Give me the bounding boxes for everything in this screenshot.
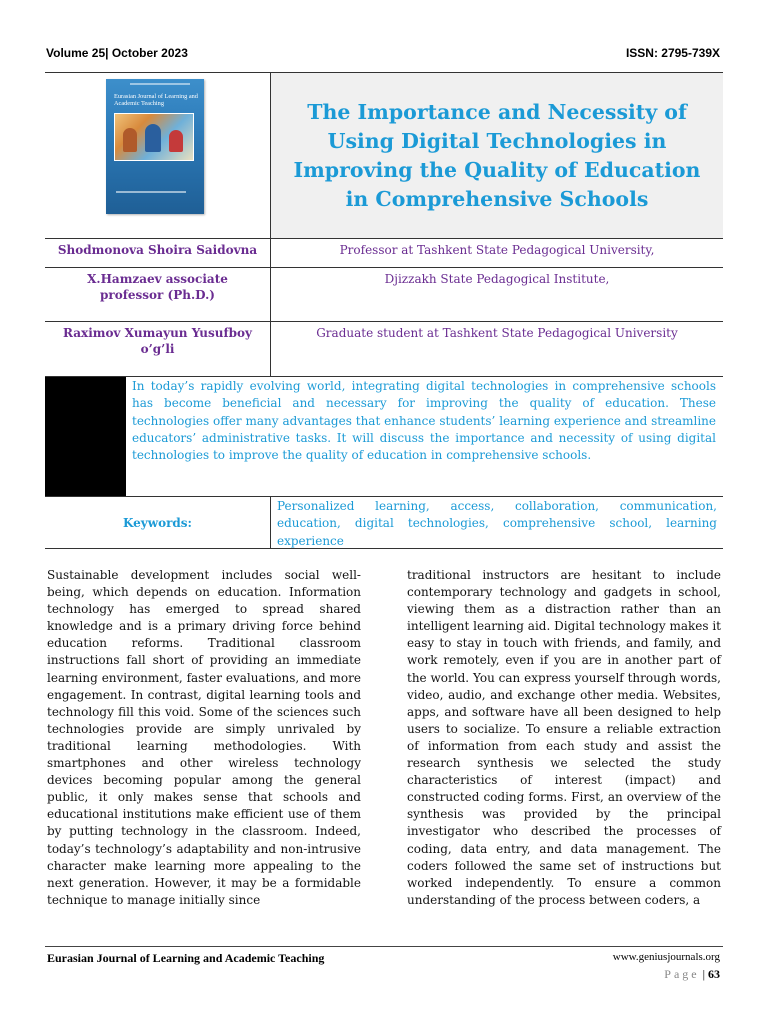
- author-name: X.Hamzaev associate professor (Ph.D.): [87, 272, 228, 302]
- author-row: [45, 238, 723, 267]
- author-affiliation: Djizzakh State Pedagogical Institute,: [270, 268, 723, 322]
- abstract-label-block: [45, 377, 126, 497]
- page-number: 63: [708, 967, 720, 981]
- volume-date: Volume 25| October 2023: [46, 46, 188, 60]
- cover-title: Eurasian Journal of Learning and Academic Teaching: [114, 93, 198, 107]
- title-row: [45, 72, 723, 238]
- author-affiliation: Professor at Tashkent State Pedagogical University,: [270, 239, 723, 268]
- keywords-row: [45, 496, 723, 549]
- body-column-left: Sustainable development includes social well-being, which depends on education. Information technology has emerged to spread shared knowledge and is a primary driving force behind education reforms. Traditional classroom instructions fall short of providing an immediate learning environment, faster evaluations, and more engagement. In contrast, digital learning tools and technology fill this void. Some of the sciences such technologies provide are simply unrivaled by traditional learning methodologies. With smartphones and other wireless technology devices becoming popular among the general public, it only makes sense that schools and educational institutions make efficient use of them by putting technology in the classroom. Indeed, today’s technology’s adaptability and non-intrusive character make learning more appealing to the next generation. However, it may be a formidable technique to manage initially since: [47, 568, 361, 907]
- author-row: [45, 267, 723, 321]
- keywords-text: Personalized learning, access, collaboration, communication, education, digital technologies, comprehensive school, learning experience: [270, 497, 723, 549]
- keywords-label: Keywords:: [122, 516, 192, 530]
- cover-decoration: [116, 191, 186, 193]
- journal-cover-image: [106, 79, 204, 214]
- author-affiliation: Graduate student at Tashkent State Pedagogical University: [270, 322, 723, 377]
- cover-cell: [45, 72, 270, 238]
- footer-page-number: [664, 967, 720, 982]
- abstract-text: In today’s rapidly evolving world, integrating digital technologies in comprehensive schools has become beneficial and necessary for improving the quality of education. These technologies offer many advantages that enhance students’ learning experience and streamline educators’ administrative tasks. It will discuss the importance and necessity of using digital technologies to improve the quality of education in comprehensive schools.: [132, 379, 716, 463]
- author-row: [45, 321, 723, 376]
- paper-title: The Importance and Necessity of Using Digital Technologies in Improving the Quality of Education in Comprehensive Schools: [293, 99, 701, 211]
- issn: ISSN: 2795-739X: [625, 46, 720, 60]
- title-cell: [270, 72, 723, 238]
- abstract-row: [45, 376, 723, 496]
- author-name: Shodmonova Shoira Saidovna: [57, 243, 258, 257]
- footer-journal-name: Eurasian Journal of Learning and Academic Teaching: [47, 951, 325, 965]
- cover-photo: [114, 113, 194, 161]
- footer-divider: [45, 946, 723, 947]
- body-column-right: traditional instructors are hesitant to include contemporary technology and gadgets in school, viewing them as a distraction rather than an intelligent learning aid. Digital technology makes it easy to stay in touch with friends, and family, and work remotely, even if you are in another part of the world. You can express yourself through words, video, audio, and exchange other media. Websites, apps, and software have all been designed to help users to socialize. To ensure a reliable extraction of information from each study and assist the research synthesis we selected the study characteristics of interest (impact) and constructed coding forms. First, an overview of the synthesis was provided by the principal investigator who described the processes of coding, data entry, and data management. The coders followed the same set of instructions but worked independently. To ensure a common understanding of the process between coders, a: [407, 568, 721, 907]
- page-label: Page: [664, 967, 700, 981]
- cover-decoration: [130, 83, 190, 85]
- author-name: Raximov Xumayun Yusufboy o’g’li: [63, 326, 252, 356]
- page-separator: |: [702, 967, 705, 981]
- footer-website: www.geniusjournals.org: [612, 951, 720, 963]
